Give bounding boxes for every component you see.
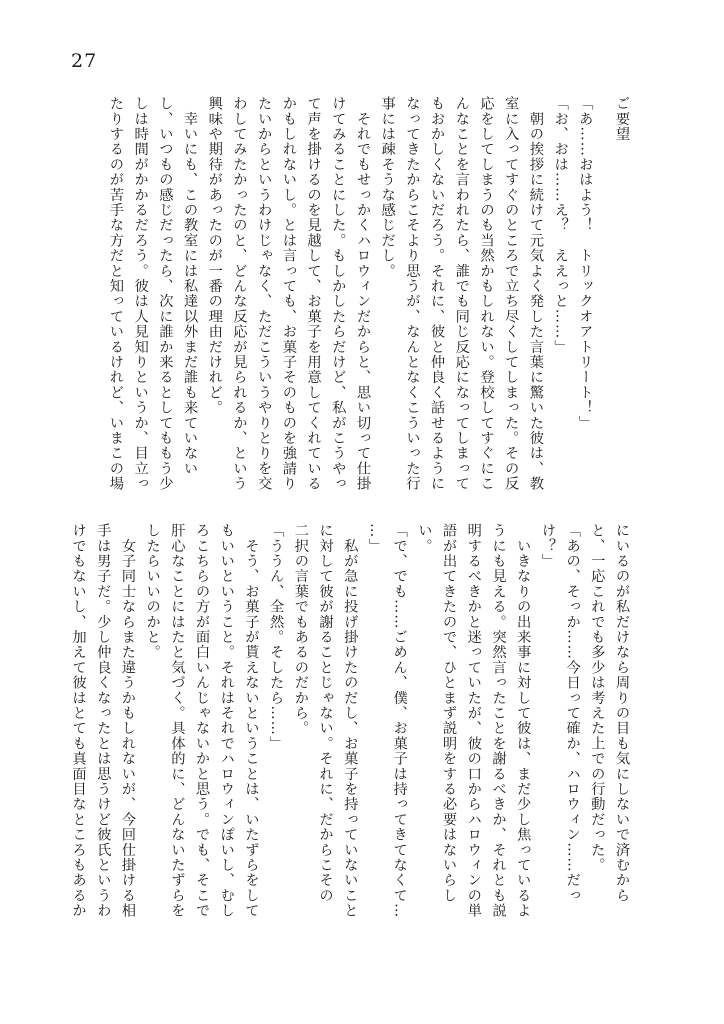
text-line: 私が急に投げ掛けたのだし、お菓子を持っていないこと [342,523,359,919]
text-line: わしてみたかったのと、どんな反応が見られるか、という [231,96,248,492]
text-line: 女子同士ならまた違うかもしれないが、今回仕掛ける相 [119,523,136,919]
upper-text-block [103,96,634,492]
running-header: ご要望 [614,96,630,142]
text-line: そう、お菓子が貰えないということは、いたずらをして [243,523,260,919]
page-number: 27 [71,50,98,72]
text-line: しは時間がかかるだろう。彼は人見知りというか、目立っ [132,96,149,492]
text-line: うにも見える。突然言ったことを謝るべきか、それとも説 [490,523,507,919]
text-line: 興味や期待があったのが一番の理由だけれど。 [206,96,223,416]
text-line: …」 [366,523,383,554]
text-line: 幸いにも、この教室には私達以外まだ誰も来ていない [182,96,199,476]
text-line: 肝心なことにはたと気づく。具体的に、どんないたずらを [169,523,186,919]
text-line: と、一応これでも多少は考えた上での行動だった。 [589,523,606,873]
lower-text-block [66,523,634,923]
text-line: 「あ……おはよう！ トリックオアトリート！」 [577,96,594,431]
text-line: 「あの、そっか……今日って確か、ハロウィン……だっ [564,523,581,903]
text-line: 事には疎そうな感じだし。 [379,96,396,279]
text-line: 手は男子だ。少し仲良くなったとは思うけど彼氏というわ [95,523,112,919]
text-line: 応をしてしまうのも当然かもしれない。登校してすぐにこ [478,96,495,492]
text-line: 「お、おは……え？ ええっと……」 [552,96,569,355]
text-line: したらいいのかと。 [144,523,161,660]
text-line: し、いつもの感じだったら、次に誰か来るとしてももう少 [157,96,174,492]
text-line: けでもないし、加えて彼はとても真面目なところもあるか [70,523,87,919]
text-line: 明するべきかと迷っていたが、彼の口からハロウィンの単 [465,523,482,919]
text-line: それでもせっかくハロウィンだからと、思い切って仕掛 [354,96,371,492]
text-line: に対して彼が謝ることじゃない。それに、だからこその [317,523,334,903]
text-line: 朝の挨拶に続けて元気よく発した言葉に驚いた彼は、教 [527,96,544,492]
text-line: 語が出てきたので、ひとまず説明をする必要はないらし [441,523,458,903]
text-line: にいるのが私だけなら周りの目も気にしないで済むから [614,523,630,903]
text-line: て声を掛けるのを見越して、お菓子を用意してくれている [305,96,322,492]
text-line: なってきたからこそより思うが、なんとなくこういった行 [404,96,421,492]
text-line: かもしれないし。とは言っても、お菓子そのものを強請り [280,96,297,492]
text-line: もいいということ。それはそれでハロウィンぽいし、むし [218,523,235,919]
text-line: 「で、でも……ごめん、僕、お菓子は持ってきてなくて… [391,523,408,919]
text-line: け？」 [539,523,556,569]
text-line: 二択の言葉でもあるのだから。 [292,523,309,736]
text-line: 「ううん、全然。そしたら……」 [268,523,285,751]
text-line: たりするのが苦手な方だと知っているけれど、いまこの場 [107,96,124,492]
text-line: けてみることにした。もしかしたらだけど、私がこうやっ [330,96,347,492]
text-line: いきなりの出来事に対して彼は、まだ少し焦っているよ [515,523,532,919]
text-line: ろこちらの方が面白いんじゃないかと思う。でも、そこで [194,523,211,919]
text-line: い。 [416,523,433,554]
text-line: 室に入ってすぐのところで立ち尽くしてしまった。その反 [503,96,520,492]
text-line: たいからというわけじゃなく、ただこういうやりとりを交 [256,96,273,492]
text-line: んなことを言われたら、誰でも同じ反応になってしまって [453,96,470,492]
text-line: もおかしくないだろう。それに、彼と仲良く話せるように [429,96,446,492]
